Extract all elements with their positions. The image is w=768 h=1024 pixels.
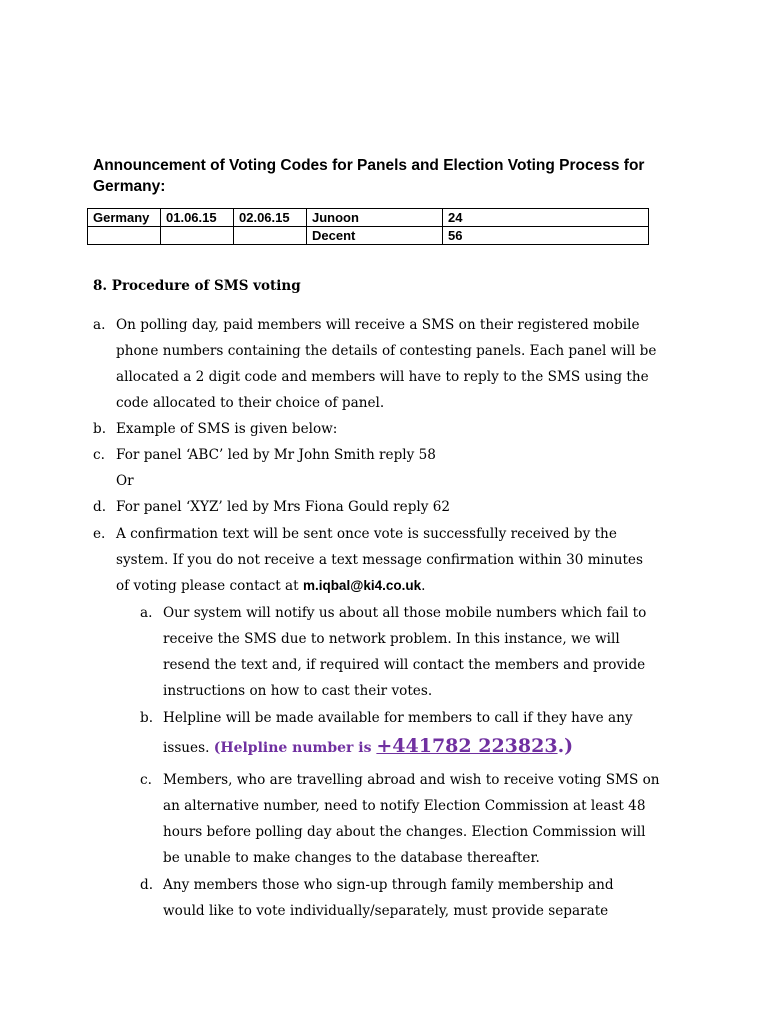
list-item-line: phone numbers containing the details of contesting panels. Each panel will be — [116, 343, 657, 359]
table-cell: Decent — [307, 227, 443, 245]
list-item-line: system. If you do not receive a text message confirmation within 30 minutes — [116, 552, 643, 568]
table-cell: Germany — [88, 209, 161, 227]
list-item-line: allocated a 2 digit code and members will have to reply to the SMS using the — [116, 369, 649, 385]
list-item-text: issues. — [163, 740, 214, 756]
list-item-line: code allocated to their choice of panel. — [116, 395, 385, 411]
list-marker: c. — [93, 447, 105, 463]
table-cell — [88, 227, 161, 245]
page-heading: Announcement of Voting Codes for Panels and Election Voting Process for Germany: — [93, 157, 645, 195]
helpline-close: .) — [557, 735, 574, 757]
sublist-item-line: Helpline will be made available for members to call if they have any — [163, 710, 633, 726]
sublist-marker: a. — [140, 605, 153, 621]
sublist-marker: c. — [140, 772, 152, 788]
sublist-item-line: be unable to make changes to the database thereafter. — [163, 850, 540, 866]
list-marker: d. — [93, 499, 107, 515]
list-item-line: A confirmation text will be sent once vote is successfully received by the — [116, 526, 617, 542]
list-marker: a. — [93, 317, 106, 333]
table-cell: Junoon — [307, 209, 443, 227]
table-cell: 01.06.15 — [161, 209, 234, 227]
list-marker: e. — [93, 526, 106, 542]
table-row — [88, 209, 649, 227]
list-item-line: For panel ‘ABC’ led by Mr John Smith reply 58 — [116, 447, 436, 463]
table-cell: 02.06.15 — [234, 209, 307, 227]
list-item-line: On polling day, paid members will receive a SMS on their registered mobile — [116, 317, 640, 333]
table-cell: 24 — [443, 209, 649, 227]
sublist-item-line: an alternative number, need to notify Election Commission at least 48 — [163, 798, 646, 814]
sublist-item-line: hours before polling day about the changes. Election Commission will — [163, 824, 646, 840]
sublist-item-line: Any members those who sign-up through family membership and — [163, 877, 614, 893]
list-item-text: . — [421, 578, 426, 594]
sublist-item-line: receive the SMS due to network problem. In this instance, we will — [163, 631, 620, 647]
sublist-item-line: would like to vote individually/separately, must provide separate — [163, 903, 609, 919]
sublist-item-line: Our system will notify us about all those mobile numbers which fail to — [163, 605, 647, 621]
contact-email: m.iqbal@ki4.co.uk — [302, 578, 422, 593]
list-item-text: of voting please contact at — [116, 578, 303, 594]
list-marker: b. — [93, 421, 107, 437]
list-item-line: For panel ‘XYZ’ led by Mrs Fiona Gould reply 62 — [116, 499, 451, 515]
sublist-item-line: instructions on how to cast their votes. — [163, 683, 433, 699]
table-cell — [161, 227, 234, 245]
sublist-marker: d. — [140, 877, 154, 893]
helpline-label: (Helpline number is — [213, 740, 377, 756]
sublist-marker: b. — [140, 710, 154, 726]
helpline-number: +441782 223823 — [376, 735, 558, 757]
section-title: 8. Procedure of SMS voting — [93, 278, 301, 294]
voting-codes-table — [87, 208, 649, 245]
list-item-line: Or — [116, 473, 134, 489]
table-row — [88, 227, 649, 245]
sublist-item-line: Members, who are travelling abroad and wish to receive voting SMS on — [163, 772, 660, 788]
sublist-item-line: resend the text and, if required will contact the members and provide — [163, 657, 646, 673]
sublist-item-line — [163, 736, 573, 758]
list-item-line — [116, 576, 425, 596]
table-cell: 56 — [443, 227, 649, 245]
list-item-line: Example of SMS is given below: — [116, 421, 338, 437]
table-cell — [234, 227, 307, 245]
